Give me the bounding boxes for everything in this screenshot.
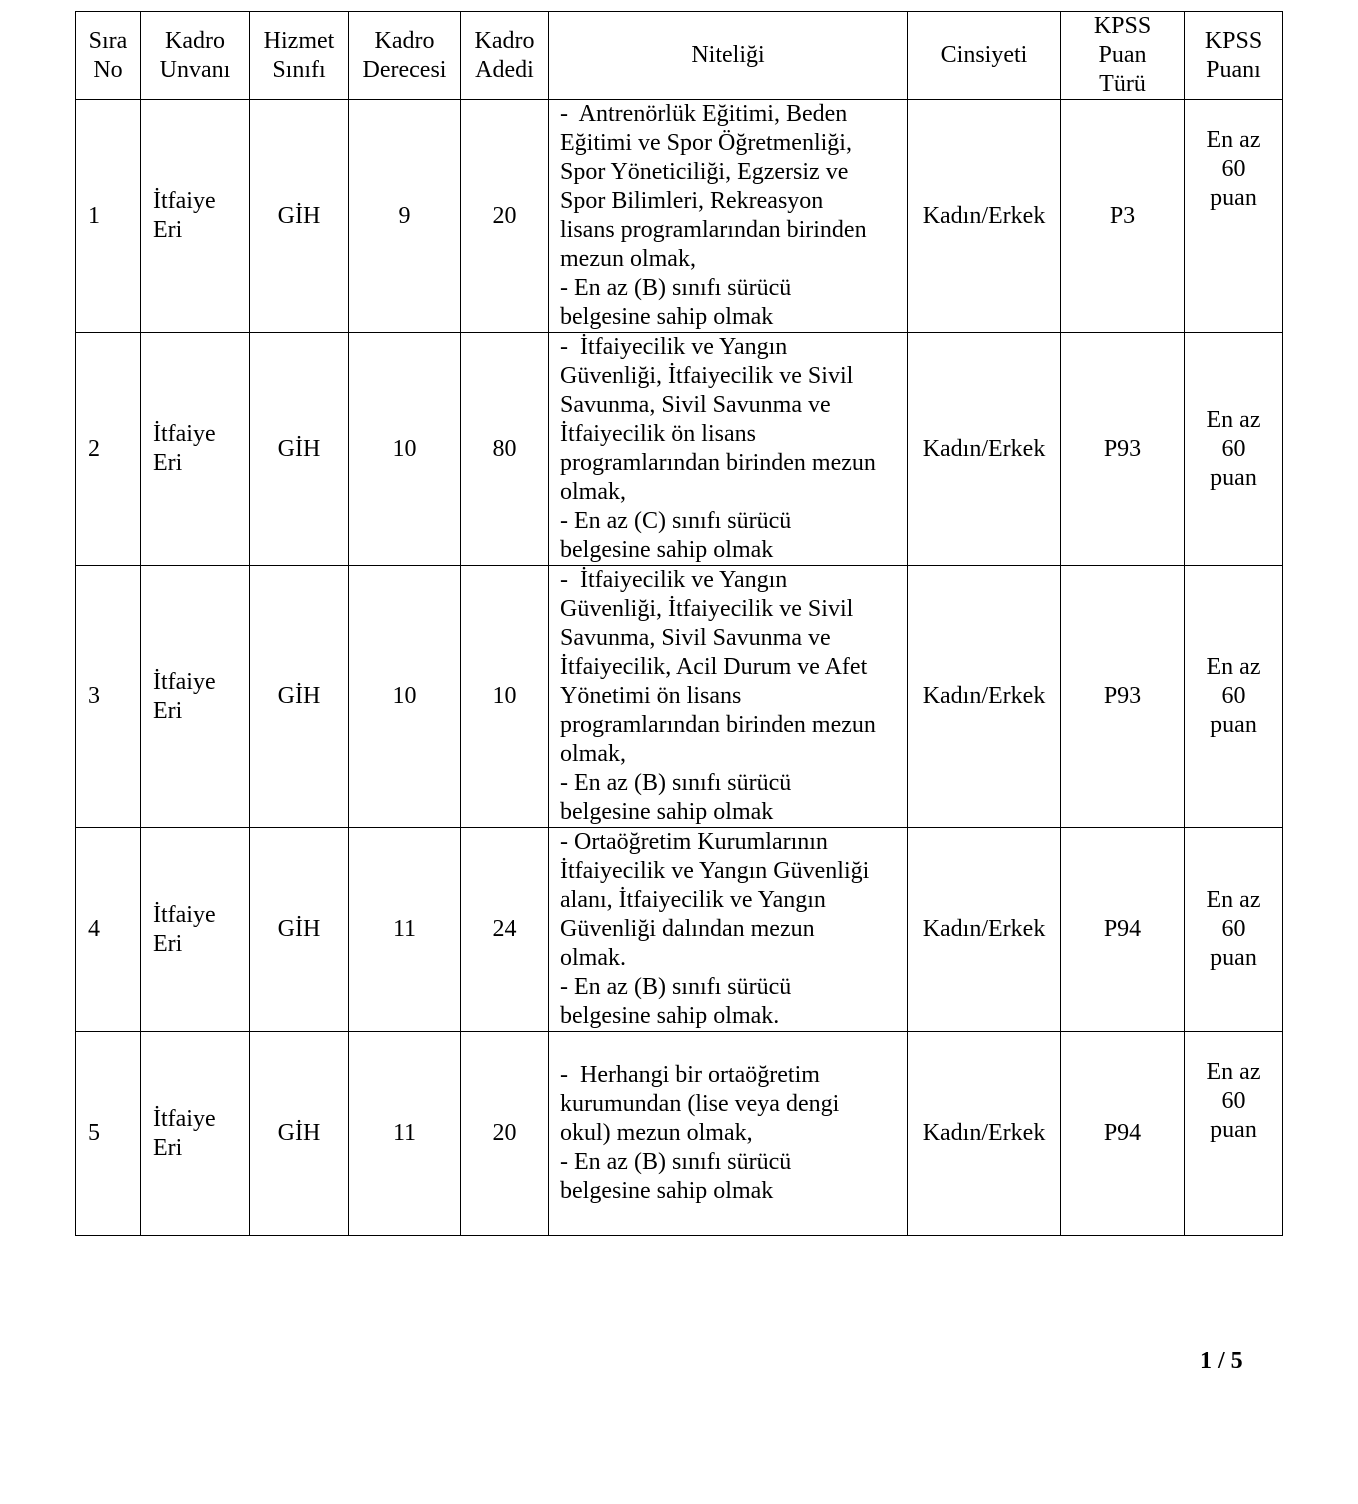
cell-kpss-puan-turu: P3 xyxy=(1061,100,1185,333)
nitelik-line: Spor Bilimleri, Rekreasyon xyxy=(560,188,824,214)
puan-line: 60 xyxy=(1221,916,1246,942)
cell-kadro-unvani xyxy=(141,100,250,333)
nitelik-line: belgesine sahip olmak xyxy=(560,304,774,330)
cell-cinsiyeti: Kadın/Erkek xyxy=(908,100,1061,333)
nitelik-line: Savunma, Sivil Savunma ve xyxy=(560,625,831,651)
table-row xyxy=(76,828,1283,1032)
header-cinsiyeti: Cinsiyeti xyxy=(908,12,1061,100)
cell-cinsiyeti: Kadın/Erkek xyxy=(908,566,1061,828)
header-kadro-adedi: Kadro Adedi xyxy=(461,12,549,100)
cell-cinsiyeti: Kadın/Erkek xyxy=(908,1032,1061,1236)
nitelik-line: programlarından birinden mezun xyxy=(560,712,876,738)
puan-line: puan xyxy=(1210,464,1257,491)
unvan-line: Eri xyxy=(153,930,183,957)
puan-line: En az xyxy=(1206,654,1261,680)
cell-niteligi xyxy=(549,100,908,333)
nitelik-line: İtfaiyecilik ön lisans xyxy=(560,421,756,447)
puan-line: En az xyxy=(1206,887,1261,913)
cell-kadro-derecesi: 10 xyxy=(349,566,461,828)
puan-line: puan xyxy=(1210,1117,1257,1143)
cell-cinsiyeti: Kadın/Erkek xyxy=(908,333,1061,566)
nitelik-line: belgesine sahip olmak xyxy=(560,799,774,825)
unvan-line: İtfaiye xyxy=(153,1105,216,1132)
puan-line: 60 xyxy=(1221,435,1246,462)
nitelik-line: olmak, xyxy=(560,479,626,505)
nitelik-line: Yönetimi ön lisans xyxy=(560,683,742,709)
cell-hizmet-sinifi: GİH xyxy=(250,333,349,566)
nitelik-line: Eğitimi ve Spor Öğretmenliği, xyxy=(560,130,852,156)
table-row xyxy=(76,1032,1283,1236)
cell-kpss-puani xyxy=(1185,566,1283,828)
table-row xyxy=(76,100,1283,333)
nitelik-line: - En az (B) sınıfı sürücü xyxy=(560,770,792,796)
puan-line: puan xyxy=(1210,945,1257,971)
cell-niteligi xyxy=(549,333,908,566)
cell-kadro-derecesi: 11 xyxy=(349,828,461,1032)
unvan-line: Eri xyxy=(153,1134,183,1161)
cell-niteligi xyxy=(549,828,908,1032)
nitelik-line: Savunma, Sivil Savunma ve xyxy=(560,392,831,418)
unvan-line: İtfaiye xyxy=(153,188,216,214)
cell-cinsiyeti: Kadın/Erkek xyxy=(908,828,1061,1032)
nitelik-line: Güvenliği, İtfaiyecilik ve Sivil xyxy=(560,363,854,389)
page-number: 1 / 5 xyxy=(1200,1348,1243,1374)
unvan-line: İtfaiye xyxy=(153,421,216,447)
nitelik-line: belgesine sahip olmak xyxy=(560,1178,774,1204)
cell-kpss-puan-turu: P93 xyxy=(1061,333,1185,566)
nitelik-line: - İtfaiyecilik ve Yangın xyxy=(560,334,788,360)
cell-niteligi xyxy=(549,1032,908,1236)
cell-kadro-adedi: 24 xyxy=(461,828,549,1032)
cell-kpss-puani xyxy=(1185,1032,1283,1236)
nitelik-line: - İtfaiyecilik ve Yangın xyxy=(560,567,788,593)
puan-line: En az xyxy=(1206,1059,1261,1085)
cell-hizmet-sinifi: GİH xyxy=(250,828,349,1032)
cell-kadro-adedi: 20 xyxy=(461,1032,549,1236)
nitelik-line: alanı, İtfaiyecilik ve Yangın xyxy=(560,887,826,913)
puan-line: En az xyxy=(1206,406,1261,433)
table-row xyxy=(76,333,1283,566)
puan-line: puan xyxy=(1210,185,1257,211)
nitelik-line: Güvenliği, İtfaiyecilik ve Sivil xyxy=(560,596,854,622)
nitelik-line: kurumundan (lise veya dengi xyxy=(560,1091,840,1117)
table-header-row xyxy=(76,12,1283,100)
header-sira-no: Sıra No xyxy=(76,12,141,100)
cell-sira-no: 1 xyxy=(76,100,141,333)
cell-sira-no: 5 xyxy=(76,1032,141,1236)
unvan-line: İtfaiye xyxy=(153,668,216,695)
nitelik-line: Spor Yöneticiliği, Egzersiz ve xyxy=(560,159,849,185)
positions-table xyxy=(75,11,1283,1236)
header-kpss-puani: KPSS Puanı xyxy=(1185,12,1283,100)
cell-kadro-unvani xyxy=(141,333,250,566)
cell-hizmet-sinifi: GİH xyxy=(250,1032,349,1236)
header-niteligi: Niteliği xyxy=(549,12,908,100)
cell-kadro-adedi: 80 xyxy=(461,333,549,566)
cell-kpss-puan-turu: P93 xyxy=(1061,566,1185,828)
puan-line: En az xyxy=(1206,127,1261,153)
header-kadro-unvani: Kadro Unvanı xyxy=(141,12,250,100)
unvan-line: İtfaiye xyxy=(153,901,216,928)
nitelik-line: lisans programlarından birinden xyxy=(560,217,867,243)
nitelik-line: - En az (B) sınıfı sürücü xyxy=(560,1149,792,1175)
cell-kadro-unvani xyxy=(141,828,250,1032)
nitelik-line: olmak. xyxy=(560,945,626,971)
cell-sira-no: 3 xyxy=(76,566,141,828)
cell-kadro-derecesi: 10 xyxy=(349,333,461,566)
cell-kpss-puan-turu: P94 xyxy=(1061,1032,1185,1236)
puan-line: 60 xyxy=(1221,1088,1246,1114)
nitelik-line: mezun olmak, xyxy=(560,246,696,272)
table-row xyxy=(76,566,1283,828)
nitelik-line: - En az (B) sınıfı sürücü xyxy=(560,974,792,1000)
cell-hizmet-sinifi: GİH xyxy=(250,566,349,828)
unvan-line: Eri xyxy=(153,450,183,476)
nitelik-line: belgesine sahip olmak xyxy=(560,537,774,563)
cell-kpss-puan-turu: P94 xyxy=(1061,828,1185,1032)
cell-kpss-puani xyxy=(1185,100,1283,333)
unvan-line: Eri xyxy=(153,217,183,243)
nitelik-line: Güvenliği dalından mezun xyxy=(560,916,815,942)
header-hizmet-sinifi: Hizmet Sınıfı xyxy=(250,12,349,100)
cell-kadro-unvani xyxy=(141,566,250,828)
cell-hizmet-sinifi: GİH xyxy=(250,100,349,333)
cell-sira-no: 2 xyxy=(76,333,141,566)
cell-kpss-puani xyxy=(1185,333,1283,566)
nitelik-line: - Antrenörlük Eğitimi, Beden xyxy=(560,101,848,127)
puan-line: 60 xyxy=(1221,683,1246,709)
nitelik-line: - En az (C) sınıfı sürücü xyxy=(560,508,792,534)
cell-kpss-puani xyxy=(1185,828,1283,1032)
nitelik-line: - Ortaöğretim Kurumlarının xyxy=(560,829,828,855)
cell-kadro-adedi: 10 xyxy=(461,566,549,828)
nitelik-line: İtfaiyecilik, Acil Durum ve Afet xyxy=(560,654,868,680)
nitelik-line: belgesine sahip olmak. xyxy=(560,1003,780,1029)
nitelik-line: okul) mezun olmak, xyxy=(560,1120,753,1146)
puan-line: 60 xyxy=(1221,156,1246,182)
nitelik-line: - En az (B) sınıfı sürücü xyxy=(560,275,792,301)
cell-kadro-derecesi: 9 xyxy=(349,100,461,333)
cell-niteligi xyxy=(549,566,908,828)
cell-kadro-adedi: 20 xyxy=(461,100,549,333)
puan-line: puan xyxy=(1210,712,1257,738)
nitelik-line: olmak, xyxy=(560,741,626,767)
header-kpss-puan-turu: KPSS Puan Türü xyxy=(1061,12,1185,100)
nitelik-line: - Herhangi bir ortaöğretim xyxy=(560,1062,820,1088)
nitelik-line: programlarından birinden mezun xyxy=(560,450,876,476)
cell-kadro-derecesi: 11 xyxy=(349,1032,461,1236)
header-kadro-derecesi: Kadro Derecesi xyxy=(349,12,461,100)
unvan-line: Eri xyxy=(153,697,183,724)
nitelik-line: İtfaiyecilik ve Yangın Güvenliği xyxy=(560,858,870,884)
cell-sira-no: 4 xyxy=(76,828,141,1032)
cell-kadro-unvani xyxy=(141,1032,250,1236)
